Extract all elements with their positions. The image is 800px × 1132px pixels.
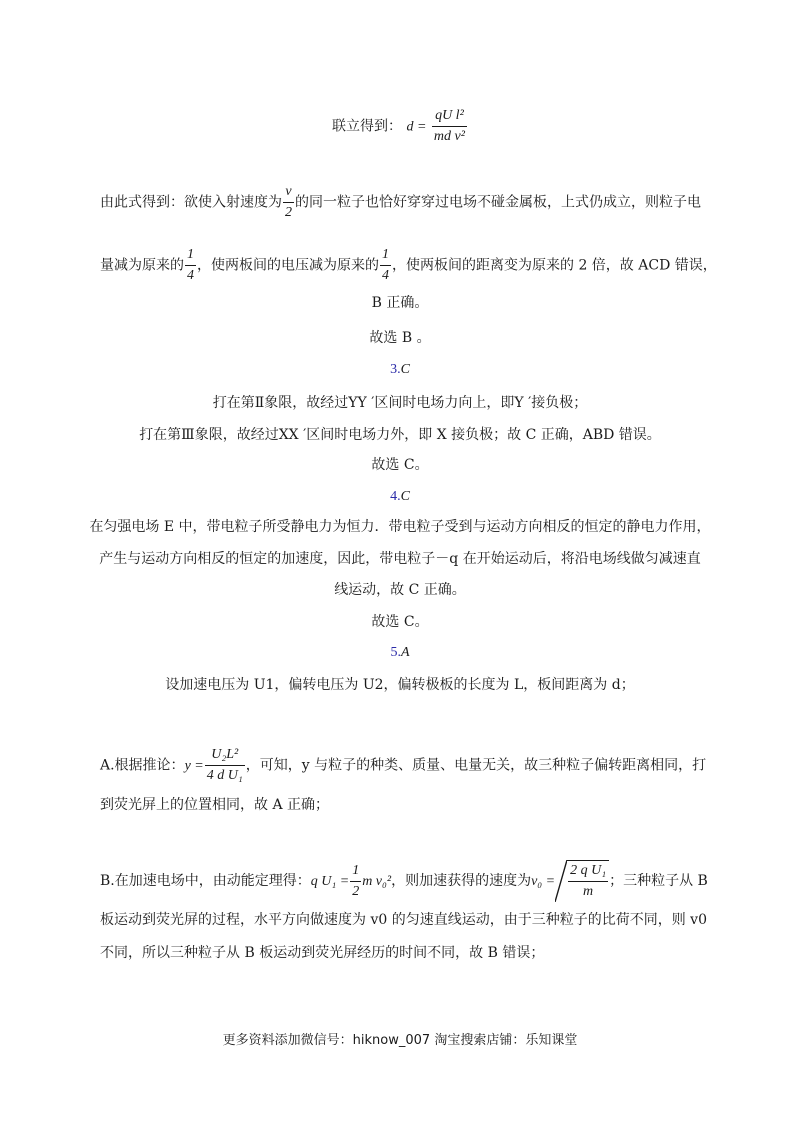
v0-lhs: v₀ = bbox=[531, 874, 556, 889]
q5-option-a-line-2: 到荧光屏上的位置相同，故 A 正确； bbox=[100, 797, 330, 813]
conclusion-line: B 正确。 bbox=[371, 295, 429, 311]
question-number: 4. bbox=[390, 489, 401, 504]
quarter-fraction-1 bbox=[185, 245, 196, 286]
q5-option-b-line-2: 板运动到荧光屏的过程，水平方向做速度为 v0 的匀速直线运动，由于三种粒子的比荷不同，则 v0 bbox=[100, 912, 707, 928]
option-a-prefix: A.根据推论： bbox=[100, 757, 185, 774]
condition-line-1 bbox=[100, 182, 720, 223]
q3-line-1: 打在第Ⅱ象限，故经过YY ′区间时电场力向上，即Y ′接负极； bbox=[212, 395, 588, 411]
fraction-denominator: 4 bbox=[382, 268, 389, 283]
q4-line-1: 在匀强电场 E 中，带电粒子所受静电力为恒力．带电粒子受到与运动方向相反的恒定的静电力作用， bbox=[89, 519, 711, 535]
fraction-numerator: 1 bbox=[380, 245, 391, 266]
fraction-numerator: v bbox=[283, 182, 294, 203]
q3-line-2: 打在第Ⅲ象限，故经过XX ′区间时电场力外，即 X 接负极；故 C 正确，ABD 错误。 bbox=[139, 427, 661, 443]
derivation-prefix: 联立得到： bbox=[332, 118, 403, 135]
fraction-numerator: 1 bbox=[350, 861, 361, 882]
derivation-line bbox=[0, 106, 800, 147]
energy-eq-rhs: m v₀² bbox=[362, 874, 392, 889]
option-a-suffix: ，可知，y 与粒子的种类、质量、电量无关，故三种粒子偏转距离相同，打 bbox=[245, 757, 707, 774]
sqrt-fraction bbox=[568, 861, 608, 902]
derivation-fraction bbox=[432, 106, 467, 147]
fraction-denominator: 2 bbox=[352, 883, 360, 899]
fraction-denominator: 2 bbox=[285, 205, 292, 220]
fraction-denominator: m bbox=[583, 884, 594, 899]
condition-text-d: ，使两板间的电压减为原来的 bbox=[197, 257, 379, 274]
option-a-lhs: y = bbox=[184, 758, 204, 774]
fraction-numerator: 1 bbox=[185, 245, 196, 266]
q5-option-a-line-1 bbox=[100, 745, 720, 786]
condition-text-e: ，使两板间的距离变为原来的 2 倍，故 ACD 错误， bbox=[392, 257, 717, 274]
q4-select: 故选 C。 bbox=[371, 614, 429, 630]
condition-line-2 bbox=[100, 245, 720, 286]
q5-option-b-line-3: 不同，所以三种粒子从 B 板运动到荧光屏经历的时间不同，故 B 错误； bbox=[100, 945, 545, 961]
question-number: 3. bbox=[390, 362, 401, 377]
deflection-fraction bbox=[205, 745, 245, 786]
q4-line-2: 产生与运动方向相反的恒定的加速度，因此，带电粒子－q 在开始运动后，将沿电场线做匀减速直 bbox=[99, 551, 701, 567]
energy-eq-lhs: q U₁ = bbox=[310, 874, 350, 889]
option-b-suffix: ；三种粒子从 B bbox=[609, 873, 708, 889]
half-velocity-fraction bbox=[283, 182, 294, 223]
derivation-denominator: md v² bbox=[433, 129, 465, 144]
condition-text-b: 的同一粒子也恰好穿穿过电场不碰金属板，上式仍成立，则粒子电 bbox=[295, 194, 701, 211]
option-b-prefix: B.在加速电场中，由动能定理得： bbox=[100, 873, 311, 889]
question-answer: C bbox=[400, 362, 410, 377]
select-answer-2: 故选 B 。 bbox=[369, 330, 431, 346]
fraction-numerator: 2 q U₁ bbox=[568, 861, 608, 882]
question-answer: A bbox=[400, 645, 410, 660]
question-number: 5. bbox=[390, 645, 401, 660]
q3-select: 故选 C。 bbox=[371, 457, 429, 473]
question-answer: C bbox=[400, 489, 410, 504]
option-b-mid: ，则加速获得的速度为 bbox=[391, 873, 532, 889]
q4-line-3: 线运动，故 C 正确。 bbox=[334, 582, 466, 598]
q5-option-b-line-1 bbox=[100, 860, 720, 902]
fraction-denominator: 4 bbox=[187, 268, 194, 283]
condition-text-c: 量减为原来的 bbox=[100, 257, 184, 274]
question-4-header bbox=[0, 486, 800, 507]
derivation-numerator: qU l² bbox=[432, 106, 467, 127]
fraction-numerator: U₂L² bbox=[205, 745, 245, 766]
footer-text: 更多资料添加微信号：hiknow_007 淘宝搜索店铺：乐知课堂 bbox=[222, 1033, 578, 1048]
half-fraction bbox=[350, 861, 361, 902]
question-3-header bbox=[0, 359, 800, 380]
condition-text-a: 由此式得到：欲使入射速度为 bbox=[100, 194, 282, 211]
question-5-header bbox=[0, 642, 800, 663]
derivation-lhs: d = bbox=[406, 119, 427, 135]
quarter-fraction-2 bbox=[380, 245, 391, 286]
q5-intro: 设加速电压为 U1，偏转电压为 U2，偏转极板的长度为 L，板间距离为 d； bbox=[165, 677, 635, 693]
sqrt-expression bbox=[555, 860, 609, 902]
fraction-denominator: 4 d U₁ bbox=[206, 768, 243, 783]
